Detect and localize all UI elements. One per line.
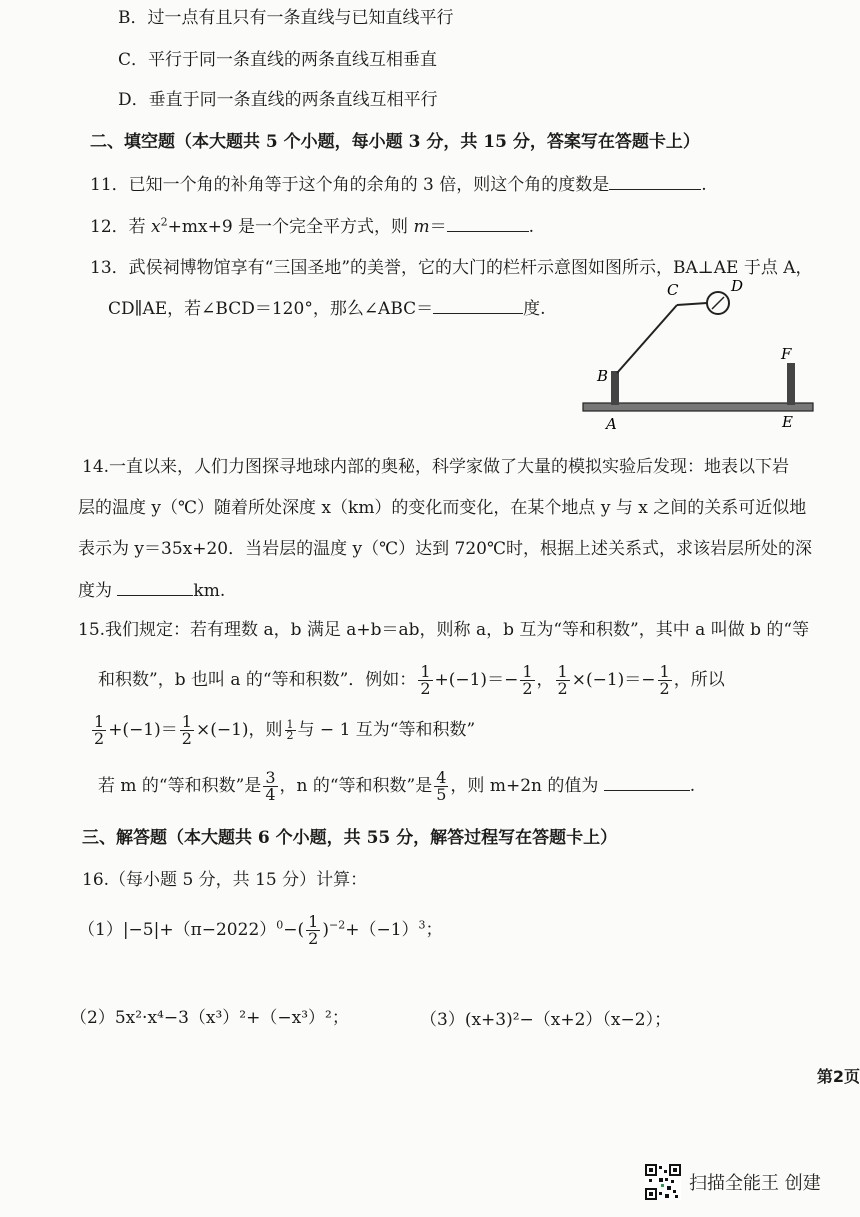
question-14-line1: 14.一直以来，人们力图探寻地球内部的奥秘，科学家做了大量的模拟实验后发现：地表以下岩 bbox=[82, 457, 790, 477]
q15-line4-d: . bbox=[689, 776, 696, 796]
q12-pre: 12．若 bbox=[90, 217, 152, 237]
question-12 bbox=[90, 214, 534, 239]
q12-end: . bbox=[528, 217, 534, 237]
q15-answer-blank bbox=[604, 773, 690, 791]
q16-p1-exp0: 0 bbox=[276, 918, 284, 932]
q12-exp: 2 bbox=[160, 215, 168, 229]
watermark-text: 扫描全能王 创建 bbox=[689, 1173, 821, 1194]
q15-line2-d: ×(−1)＝− bbox=[571, 670, 656, 690]
question-15-line3 bbox=[90, 714, 475, 747]
q13-line2-a: CD∥AE，若∠BCD＝120°，那么∠ABC＝ bbox=[108, 299, 434, 319]
question-11 bbox=[90, 172, 707, 197]
q16-p1-frac: $\frac{1}{2}$ bbox=[308, 912, 319, 948]
question-16-title: 16.（每小题 5 分，共 15 分）计算： bbox=[82, 870, 368, 890]
q14-answer-blank bbox=[117, 578, 193, 596]
question-15-line2 bbox=[98, 664, 725, 697]
label-b: B bbox=[597, 367, 609, 385]
option-b: B．过一点有且只有一条直线与已知直线平行 bbox=[118, 8, 454, 28]
q15-line4-c: ，则 m+2n 的值为 bbox=[450, 776, 599, 796]
question-14-line4 bbox=[78, 578, 225, 603]
q15-line3-b: ×(−1)，则 bbox=[195, 720, 283, 740]
post-fe bbox=[787, 363, 795, 405]
knob-slash bbox=[712, 297, 724, 309]
question-16-part1: $(1)|-5|+(\pi-2022)^0-$( $\frac{1}{2}$ )$^{-2}+(-1)^3$； bbox=[78, 912, 443, 948]
q12-x: x bbox=[151, 217, 161, 237]
q14-line4-a: 度为 bbox=[78, 581, 112, 601]
section2-heading: 二、填空题（本大题共 5 个小题，每小题 3 分，共 15 分，答案写在答题卡上） bbox=[90, 132, 700, 152]
q16-p1-a: （1）|−5|+（π−2022） bbox=[78, 920, 277, 940]
option-d: D．垂直于同一条直线的两条直线互相平行 bbox=[118, 90, 438, 110]
question-15-line1: 15.我们规定：若有理数 a，b 满足 a+b＝ab，则称 a，b 互为“等和积数”，其中 a 叫做 b 的“等 bbox=[78, 620, 810, 640]
question-14-line3: 表示为 y＝35x+20．当岩层的温度 y（℃）达到 720℃时，根据上述关系式，求该岩层所处的深 bbox=[78, 539, 812, 559]
question-13-line1: 13．武侯祠博物馆享有“三国圣地”的美誉，它的大门的栏杆示意图如图所示，BA⊥AE 于点 A， bbox=[90, 258, 813, 278]
q15-frac-34: $\frac{3}{4}$ bbox=[265, 768, 276, 804]
q15-frac-3: $\frac{1}{2}$ bbox=[557, 662, 568, 698]
q15-line3-a: +(−1)＝ bbox=[108, 720, 178, 740]
question-13-line2 bbox=[108, 296, 546, 321]
bar-cd bbox=[677, 303, 707, 305]
q12-mid: +mx+9 是一个完全平方式，则 bbox=[167, 217, 414, 237]
q12-eq: ＝ bbox=[429, 217, 447, 237]
q15-line2-c: ， bbox=[536, 670, 554, 690]
label-f: F bbox=[781, 345, 792, 363]
q12-answer-blank bbox=[447, 214, 529, 232]
q16-p1-c: +（−1） bbox=[345, 920, 419, 940]
bar-bc bbox=[617, 305, 677, 373]
q15-frac-7: $\frac{1}{2}$ bbox=[286, 718, 294, 742]
q11-end: . bbox=[701, 175, 707, 195]
q15-frac-2: $\frac{1}{2}$ bbox=[522, 662, 533, 698]
q15-frac-1: $\frac{1}{2}$ bbox=[420, 662, 431, 698]
q16-p1-b: − bbox=[283, 920, 298, 940]
question-16-part3: （3）(x+3)²−（x+2）（x−2）； bbox=[420, 1010, 672, 1030]
question-15-line4 bbox=[98, 770, 695, 803]
section3-heading: 三、解答题（本大题共 6 个小题，共 55 分，解答过程写在答题卡上） bbox=[82, 828, 618, 848]
q15-line2-b: +(−1)＝− bbox=[434, 670, 519, 690]
qr-code-icon bbox=[645, 1164, 681, 1200]
q15-frac-4: $\frac{1}{2}$ bbox=[659, 662, 670, 698]
q11-answer-blank bbox=[609, 172, 701, 190]
page-number: 第2页 bbox=[816, 1067, 860, 1086]
q13-line2-b: 度. bbox=[523, 299, 546, 319]
q16-p1-exp3: 3 bbox=[418, 918, 426, 932]
q14-line4-b: km. bbox=[193, 581, 226, 601]
q16-p1-exp: −2 bbox=[328, 918, 346, 932]
q15-line4-a: 若 m 的“等和积数”是 bbox=[98, 776, 262, 796]
q15-line2-a: 和积数”，b 也叫 a 的“等和积数”．例如： bbox=[98, 670, 417, 690]
gate-railing-figure bbox=[575, 275, 820, 435]
q11-text: 11．已知一个角的补角等于这个角的余角的 3 倍，则这个角的度数是 bbox=[90, 175, 610, 195]
label-d: D bbox=[731, 277, 744, 295]
q13-answer-blank bbox=[433, 296, 523, 314]
q15-line3-c: 与 − 1 互为“等和积数” bbox=[297, 720, 476, 740]
q15-frac-6: $\frac{1}{2}$ bbox=[181, 712, 192, 748]
q15-frac-5: $\frac{1}{2}$ bbox=[94, 712, 105, 748]
q15-line2-e: ，所以 bbox=[673, 670, 725, 690]
post-ba bbox=[611, 371, 619, 405]
q15-frac-45: $\frac{4}{5}$ bbox=[436, 768, 447, 804]
label-c: C bbox=[667, 281, 679, 299]
label-a: A bbox=[606, 415, 617, 433]
label-e: E bbox=[782, 413, 793, 431]
question-14-line2: 层的温度 y（℃）随着所处深度 x（km）的变化而变化，在某个地点 y 与 x 之间的关系可近似地 bbox=[78, 498, 807, 518]
option-c: C．平行于同一条直线的两条直线互相垂直 bbox=[118, 50, 438, 70]
question-16-part2: （2）5x²·x⁴−3（x³）²+（−x³）²； bbox=[70, 1008, 349, 1028]
q15-line4-b: ，n 的“等和积数”是 bbox=[279, 776, 433, 796]
watermark bbox=[645, 1164, 821, 1200]
q12-m: m bbox=[413, 217, 430, 237]
q16-p1-d: ； bbox=[425, 920, 443, 940]
